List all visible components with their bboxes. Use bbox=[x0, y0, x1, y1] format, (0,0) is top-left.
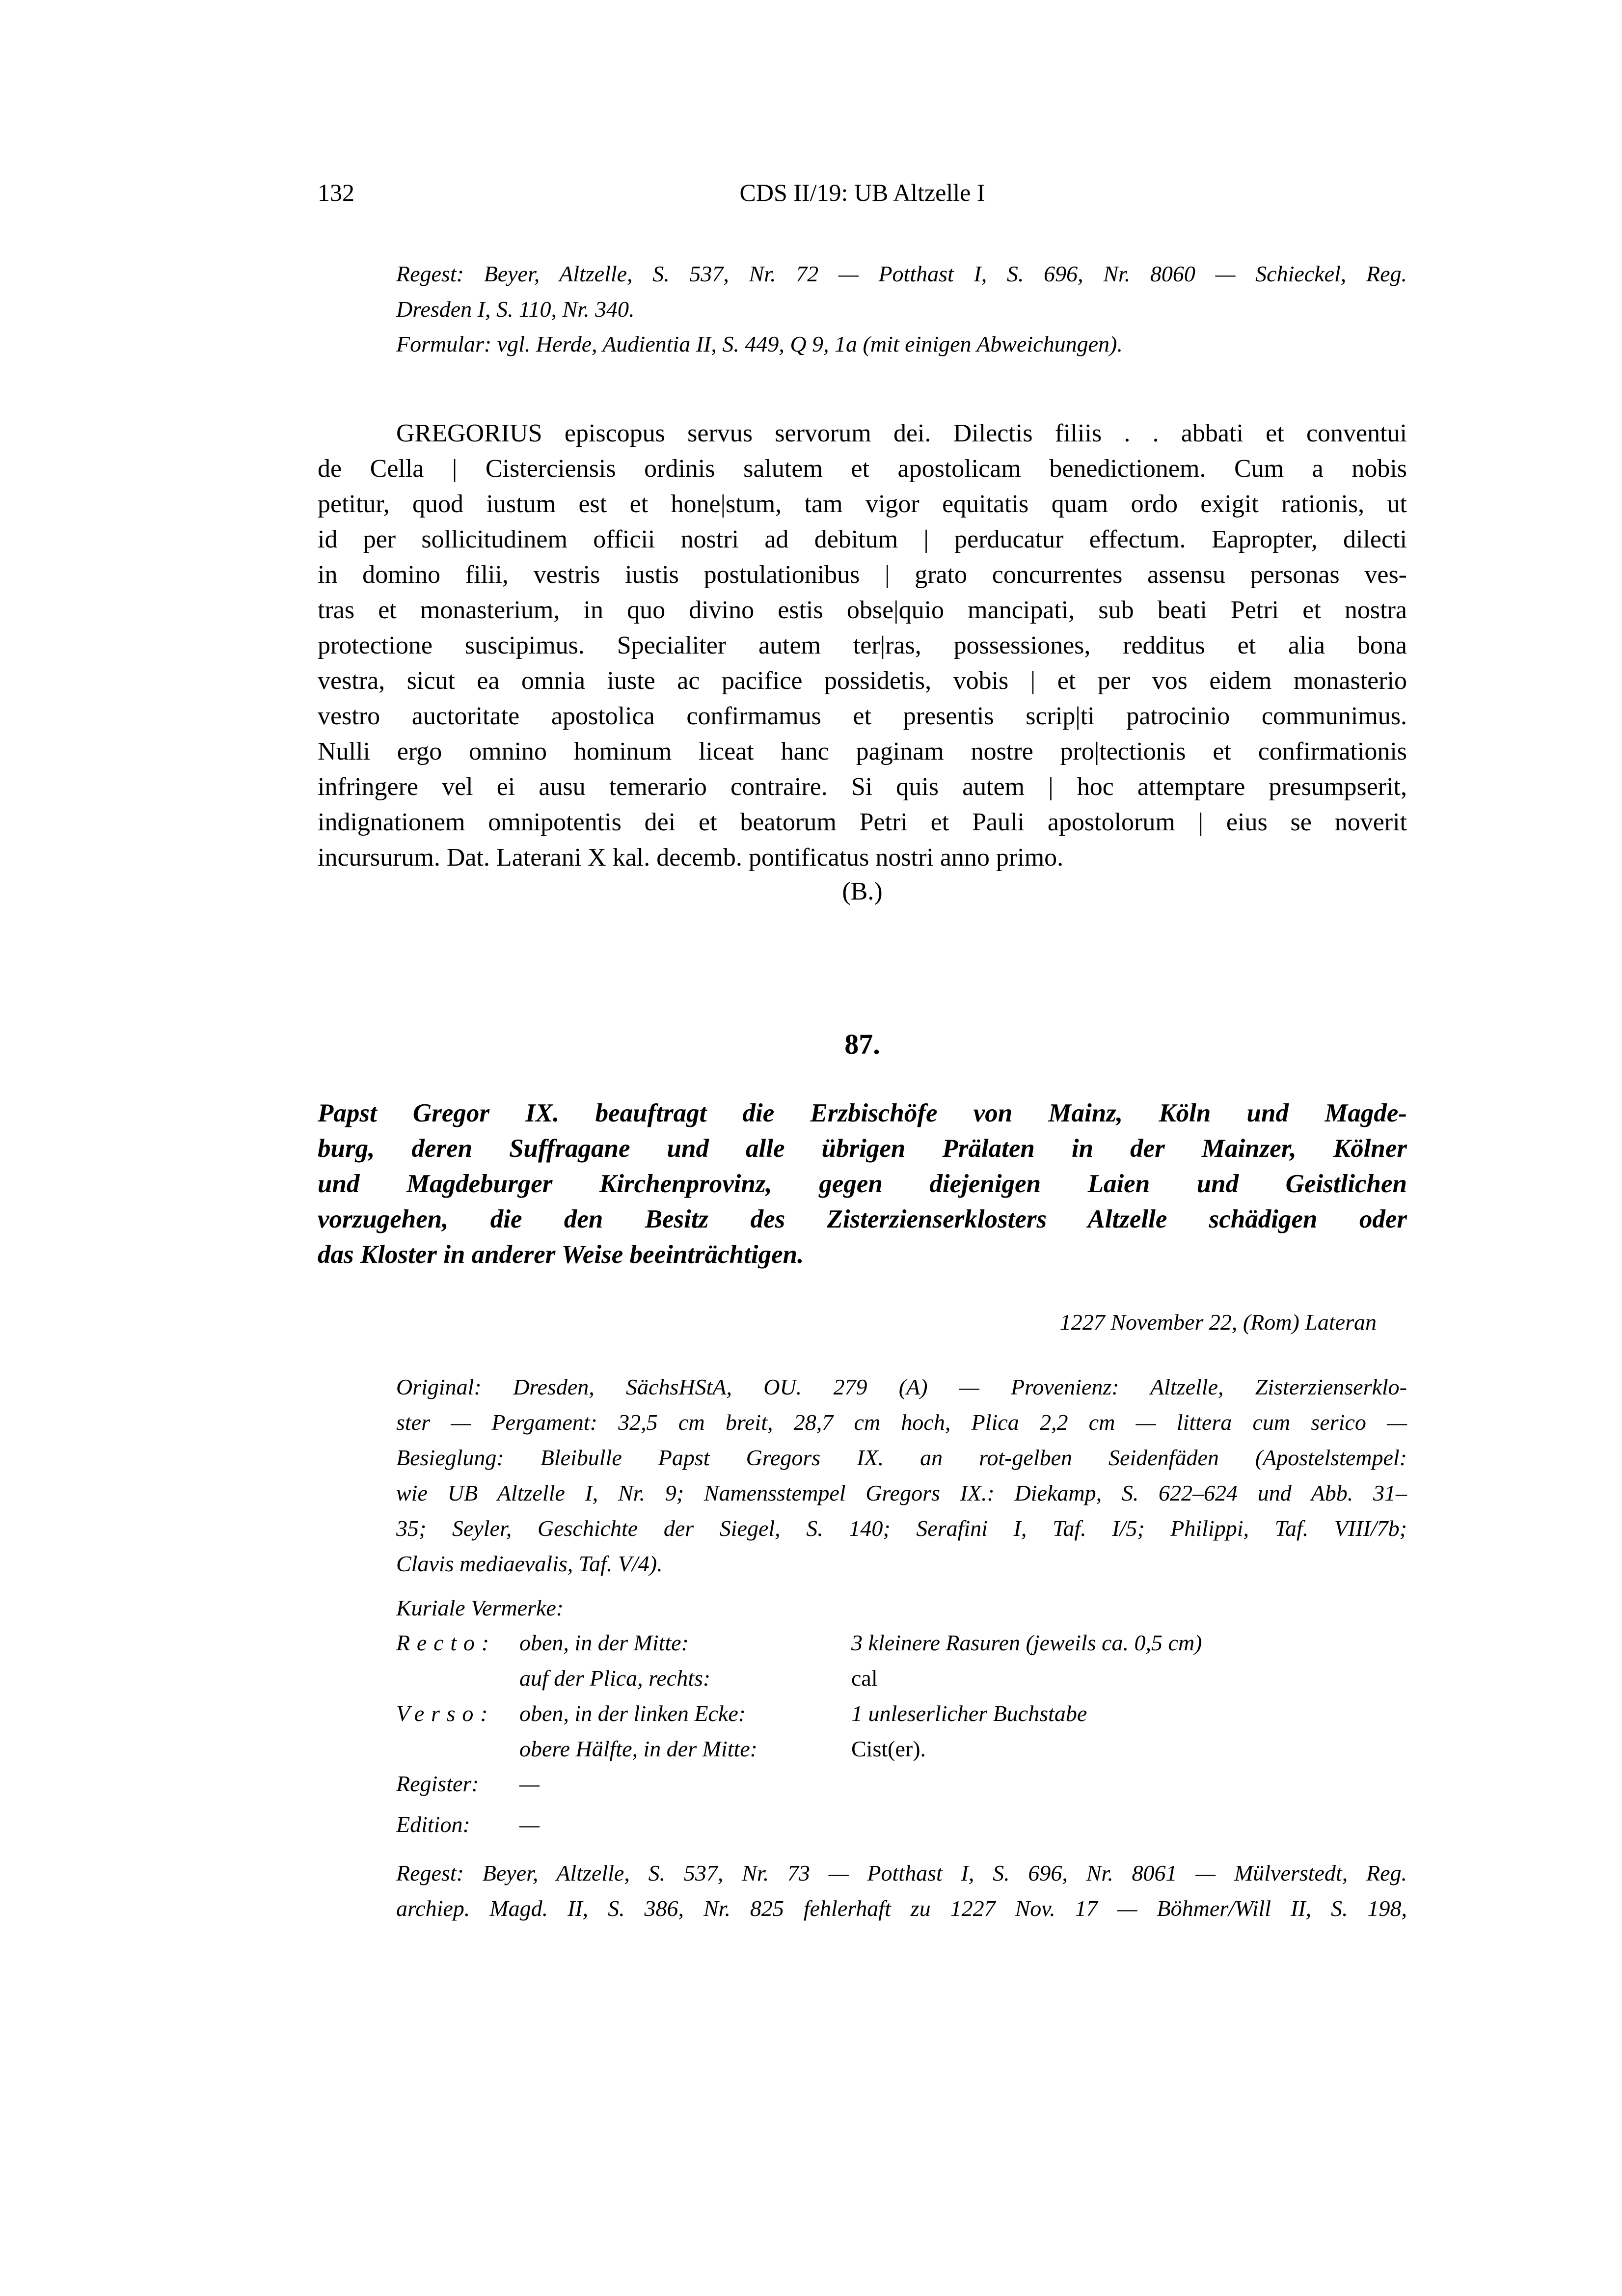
text-line: vestra, sicut ea omnia iuste ac pacifice possidetis, vobis | et per vos eidem monasterio bbox=[318, 667, 1407, 695]
text-line: Besieglung: Bleibulle Papst Gregors IX. an rot-gelben Seidenfäden (Apostelstempel: bbox=[396, 1445, 1407, 1470]
text-line: in domino filii, vestris iustis postulationibus | grato concurrentes assensu personas ves- bbox=[318, 561, 1407, 589]
vermerke-side-label bbox=[396, 1731, 519, 1767]
vermerke-content: cal bbox=[851, 1666, 878, 1691]
vermerke-position: oben, in der linken Ecke: bbox=[519, 1701, 746, 1726]
text-line: incursurum. Dat. Laterani X kal. decemb. pontificatus nostri anno primo. bbox=[318, 844, 1064, 872]
text-line: und Magdeburger Kirchenprovinz, gegen diejenigen Laien und Geistlichen bbox=[318, 1170, 1407, 1198]
text-line: tras et monasterium, in quo divino estis obse|quio mancipati, sub beati Petri et nostra bbox=[318, 596, 1407, 624]
text-line: wie UB Altzelle I, Nr. 9; Namensstempel Gregors IX.: Diekamp, S. 622–624 und Abb. 31– bbox=[396, 1480, 1407, 1505]
text-line: 35; Seyler, Geschichte der Siegel, S. 140; Serafini I, Taf. I/5; Philippi, Taf. VIII/7b; bbox=[396, 1516, 1407, 1541]
text-line: indignationem omnipotentis dei et beatorum Petri et Pauli apostolorum | eius se noverit bbox=[318, 808, 1407, 836]
text-line: Dresden I, S. 110, Nr. 340. bbox=[396, 297, 635, 322]
register-line bbox=[396, 1766, 1407, 1802]
vermerke-row bbox=[396, 1661, 1407, 1696]
text-line: de Cella | Cisterciensis ordinis salutem et apostolicam benedictionem. Cum a nobis bbox=[318, 455, 1407, 483]
running-header bbox=[318, 175, 1407, 210]
text-line: id per sollicitudinem officii nostri ad debitum | perducatur effectum. Eapropter, dilecti bbox=[318, 525, 1407, 553]
vermerke-content: 1 unleserlicher Buchstabe bbox=[851, 1701, 1087, 1726]
register-label: Register: bbox=[396, 1771, 479, 1796]
text-line: infringere vel ei ausu temerario contraire. Si quis autem | hoc attemptare presumpserit, bbox=[318, 773, 1407, 801]
vermerke-side-label bbox=[396, 1661, 519, 1696]
text-line: vorzugehen, die den Besitz des Zisterzienserklosters Altzelle schädigen oder bbox=[318, 1205, 1407, 1233]
vermerke-row bbox=[396, 1696, 1407, 1731]
notary-signature: (B.) bbox=[842, 877, 883, 905]
text-line: Nulli ergo omnino hominum liceat hanc paginam nostre pro|tectionis et confirmationis bbox=[318, 738, 1407, 765]
text-line: Papst Gregor IX. beauftragt die Erzbischöfe von Mainz, Köln und Magde- bbox=[318, 1099, 1407, 1127]
text-line: Clavis mediaevalis, Taf. V/4). bbox=[396, 1551, 663, 1576]
kuriale-vermerke-label bbox=[396, 1590, 1407, 1626]
text-line: das Kloster in anderer Weise beeinträchtigen. bbox=[318, 1240, 804, 1269]
edition-row bbox=[396, 1807, 1407, 1842]
page-number: 132 bbox=[318, 179, 354, 206]
text-line: vestro auctoritate apostolica confirmamus et presentis scrip|ti patrocinio communimus. bbox=[318, 702, 1407, 730]
text-line: Original: Dresden, SächsHStA, OU. 279 (A) — Provenienz: Altzelle, Zisterzienserklo- bbox=[396, 1374, 1407, 1399]
edition-line bbox=[396, 1807, 1407, 1842]
summary-paragraph bbox=[318, 1095, 1407, 1272]
text-line: burg, deren Suffragane und alle übrigen Prälaten in der Mainzer, Kölner bbox=[318, 1134, 1407, 1163]
edition-value: — bbox=[519, 1812, 540, 1837]
vermerke-position: oben, in der Mitte: bbox=[519, 1630, 689, 1655]
date-line: 1227 November 22, (Rom) Lateran bbox=[1059, 1310, 1377, 1335]
text-line: ster — Pergament: 32,5 cm breit, 28,7 cm hoch, Plica 2,2 cm — littera cum serico — bbox=[396, 1410, 1407, 1435]
vermerke-position: auf der Plica, rechts: bbox=[519, 1666, 711, 1691]
text-line: Formular: vgl. Herde, Audientia II, S. 449, Q 9, 1a (mit einigen Abweichungen). bbox=[396, 331, 1123, 356]
text-line: Regest: Beyer, Altzelle, S. 537, Nr. 73 — Potthast I, S. 696, Nr. 8061 — Mülverstedt, Reg. bbox=[396, 1860, 1407, 1886]
vermerke-table bbox=[396, 1625, 1407, 1767]
register-value: — bbox=[519, 1771, 540, 1796]
text-line: petitur, quod iustum est et hone|stum, tam vigor equitatis quam ordo exigit rationis, ut bbox=[318, 490, 1407, 518]
text-line: GREGORIUS episcopus servus servorum dei. Dilectis filiis . . abbati et conventui bbox=[396, 419, 1407, 447]
vermerke-content: 3 kleinere Rasuren (jeweils ca. 0,5 cm) bbox=[851, 1630, 1202, 1655]
regest-paragraph bbox=[396, 1856, 1407, 1926]
vermerke-side-label: Verso: bbox=[396, 1701, 495, 1726]
vermerke-row bbox=[396, 1625, 1407, 1661]
edition-label: Edition: bbox=[396, 1812, 470, 1837]
vermerke-position: obere Hälfte, in der Mitte: bbox=[519, 1736, 757, 1761]
regest-paragraph bbox=[396, 256, 1407, 327]
charter-text bbox=[318, 416, 1407, 875]
original-paragraph bbox=[396, 1369, 1407, 1582]
vermerke-side-label: Recto: bbox=[396, 1630, 496, 1655]
text-line: Regest: Beyer, Altzelle, S. 537, Nr. 72 — Potthast I, S. 696, Nr. 8060 — Schieckel, Reg. bbox=[396, 261, 1407, 286]
running-title: CDS II/19: UB Altzelle I bbox=[739, 179, 985, 206]
text-line: protectione suscipimus. Specialiter autem ter|ras, possessiones, redditus et alia bona bbox=[318, 631, 1407, 659]
vermerke-row bbox=[396, 1731, 1407, 1767]
text-line: archiep. Magd. II, S. 386, Nr. 825 fehlerhaft zu 1227 Nov. 17 — Böhmer/Will II, S. 198, bbox=[396, 1896, 1407, 1921]
entry-number-heading: 87. bbox=[844, 1028, 880, 1060]
formular-paragraph bbox=[396, 327, 1407, 362]
register-row bbox=[396, 1766, 1407, 1802]
vermerke-content: Cist(er). bbox=[851, 1736, 926, 1761]
text-line: Kuriale Vermerke: bbox=[396, 1595, 564, 1620]
